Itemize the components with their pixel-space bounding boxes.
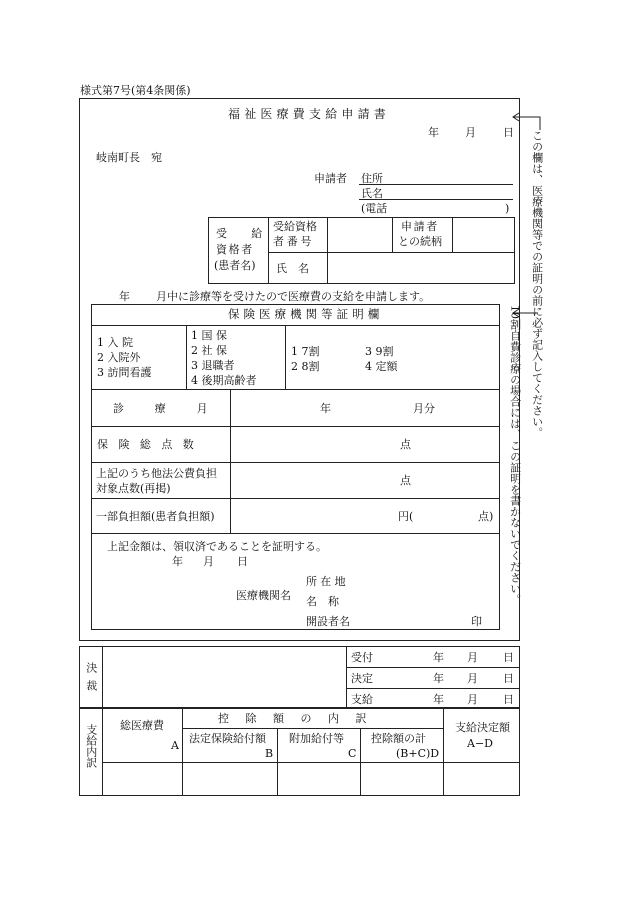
paid-label: 支給 <box>351 693 373 706</box>
cert-number-field[interactable] <box>328 218 391 251</box>
relation-label-1: 申請者 <box>401 220 439 233</box>
decided-day: 日 <box>503 672 514 685</box>
insurance-type-social[interactable]: 2 社 保 <box>191 344 227 357</box>
statutory-label: 法定保険給付額 <box>189 732 266 745</box>
phone-label: (電話 <box>361 202 388 215</box>
receipt-day-label: 日 <box>237 555 248 568</box>
certificate-title: 保険医療機関等証明欄 <box>228 307 384 321</box>
decided-month: 月 <box>467 672 478 685</box>
insurance-type-elderly[interactable]: 4 後期高齢者 <box>191 374 257 387</box>
payment-field[interactable] <box>444 763 519 795</box>
recipient-label-3: (患者名) <box>214 259 256 272</box>
total-cost-label: 総医療費 <box>120 719 164 732</box>
received-label: 受付 <box>351 651 373 664</box>
decided-year: 年 <box>433 672 444 685</box>
public-points-label-2: 対象点数(再掲) <box>96 482 171 495</box>
additional-field[interactable] <box>278 763 359 795</box>
statutory-field[interactable] <box>183 763 276 795</box>
institution-label: 医療機関名 <box>236 589 291 602</box>
relation-label-2: との続柄 <box>398 235 442 248</box>
request-sentence: 月中に診療等を受けたので医療費の支給を申請します。 <box>156 290 431 303</box>
total-points-unit: 点 <box>400 438 411 451</box>
date-day-label: 日 <box>503 126 514 139</box>
cert-number-label-2: 者番号 <box>273 235 315 248</box>
date-year-label: 年 <box>428 126 439 139</box>
public-points-field[interactable] <box>231 463 499 497</box>
recipient-label-1: 受 給 <box>216 227 269 240</box>
ratio-80[interactable]: 2 8割 <box>291 360 320 373</box>
received-year: 年 <box>433 651 444 664</box>
deduction-total-field[interactable] <box>361 763 442 795</box>
payment-label: 支給決定額 <box>455 721 510 734</box>
total-cost-letter: A <box>171 739 179 752</box>
inst-name-label: 名 称 <box>306 595 339 608</box>
visit-type-home-nursing[interactable]: 3 訪問看護 <box>97 366 152 379</box>
copay-field[interactable] <box>231 499 499 532</box>
deduction-total-formula: (B+C)D <box>396 747 440 760</box>
treatment-month-suffix: 月分 <box>413 402 435 415</box>
location-label: 所在地 <box>306 575 349 588</box>
paid-month: 月 <box>467 693 478 706</box>
treatment-month-label: 診 療 月 <box>113 402 218 415</box>
name-line[interactable] <box>359 199 513 200</box>
treatment-month-year: 年 <box>320 402 331 415</box>
deduction-header: 控除額の内訳 <box>218 712 383 725</box>
total-cost-field[interactable] <box>103 763 181 795</box>
copay-label: 一部負担額(患者負担額) <box>96 510 215 523</box>
recipient-name-field[interactable] <box>328 253 514 283</box>
payment-formula: A−D <box>467 737 493 750</box>
name-label: 氏名 <box>361 187 383 200</box>
copay-unit: 円( <box>398 510 414 523</box>
recipient-name-label: 氏 名 <box>276 262 309 275</box>
treatment-month-field[interactable] <box>231 390 499 425</box>
total-points-field[interactable] <box>231 427 499 461</box>
receipt-year-label: 年 <box>172 555 183 568</box>
seal-mark: 印 <box>471 615 482 628</box>
copay-close: 点) <box>478 510 494 523</box>
public-points-unit: 点 <box>400 474 411 487</box>
form-number: 様式第7号(第4条関係) <box>80 84 191 97</box>
visit-type-outpatient[interactable]: 2 入院外 <box>97 351 141 364</box>
received-day: 日 <box>503 651 514 664</box>
breakdown-label: 支給内訳 <box>84 724 98 768</box>
paid-day: 日 <box>503 693 514 706</box>
form-title: 福祉医療費支給申請書 <box>228 107 391 121</box>
public-points-label-1: 上記のうち他法公費負担 <box>96 467 217 480</box>
ratio-70[interactable]: 1 7割 <box>291 345 320 358</box>
visit-type-inpatient[interactable]: 1 入 院 <box>97 336 133 349</box>
decided-label: 決定 <box>351 672 373 685</box>
applicant-label: 申請者 <box>314 172 347 185</box>
receipt-month-label: 月 <box>203 555 214 568</box>
insurance-type-national[interactable]: 1 国 保 <box>191 329 227 342</box>
cert-number-label-1: 受給資格 <box>273 220 317 233</box>
request-year-label: 年 <box>119 290 130 303</box>
note-1: この欄は、医療機関等での証明の前に必ず記入してください。 <box>530 130 544 438</box>
note-1-leader <box>513 117 540 130</box>
additional-letter: C <box>348 747 357 760</box>
additional-label: 附加給付等 <box>289 732 344 745</box>
phone-close: ) <box>505 202 510 215</box>
date-month-label: 月 <box>465 126 476 139</box>
deduction-total-label: 控除額の計 <box>371 732 426 745</box>
paid-year: 年 <box>433 693 444 706</box>
address-label: 住所 <box>361 172 383 185</box>
address-line[interactable] <box>359 184 513 185</box>
recipient-label-2: 資格者 <box>216 243 254 256</box>
note-2: 10割自費診療の場合には、この証明を書かないでください。 <box>508 305 522 605</box>
receipt-statement: 上記金額は、領収済であることを証明する。 <box>107 540 327 553</box>
insurance-type-retired[interactable]: 3 退職者 <box>191 359 235 372</box>
statutory-letter: B <box>265 747 274 760</box>
ratio-90[interactable]: 3 9割 <box>365 345 394 358</box>
ratio-fixed[interactable]: 4 定額 <box>365 360 398 373</box>
total-points-label: 保険総点数 <box>97 438 205 451</box>
addressee: 岐南町長 宛 <box>96 151 162 164</box>
decision-label: 決裁 <box>84 662 98 698</box>
founder-label: 開設者名 <box>306 615 350 628</box>
decision-stamp-area[interactable] <box>103 647 345 707</box>
received-month: 月 <box>467 651 478 664</box>
